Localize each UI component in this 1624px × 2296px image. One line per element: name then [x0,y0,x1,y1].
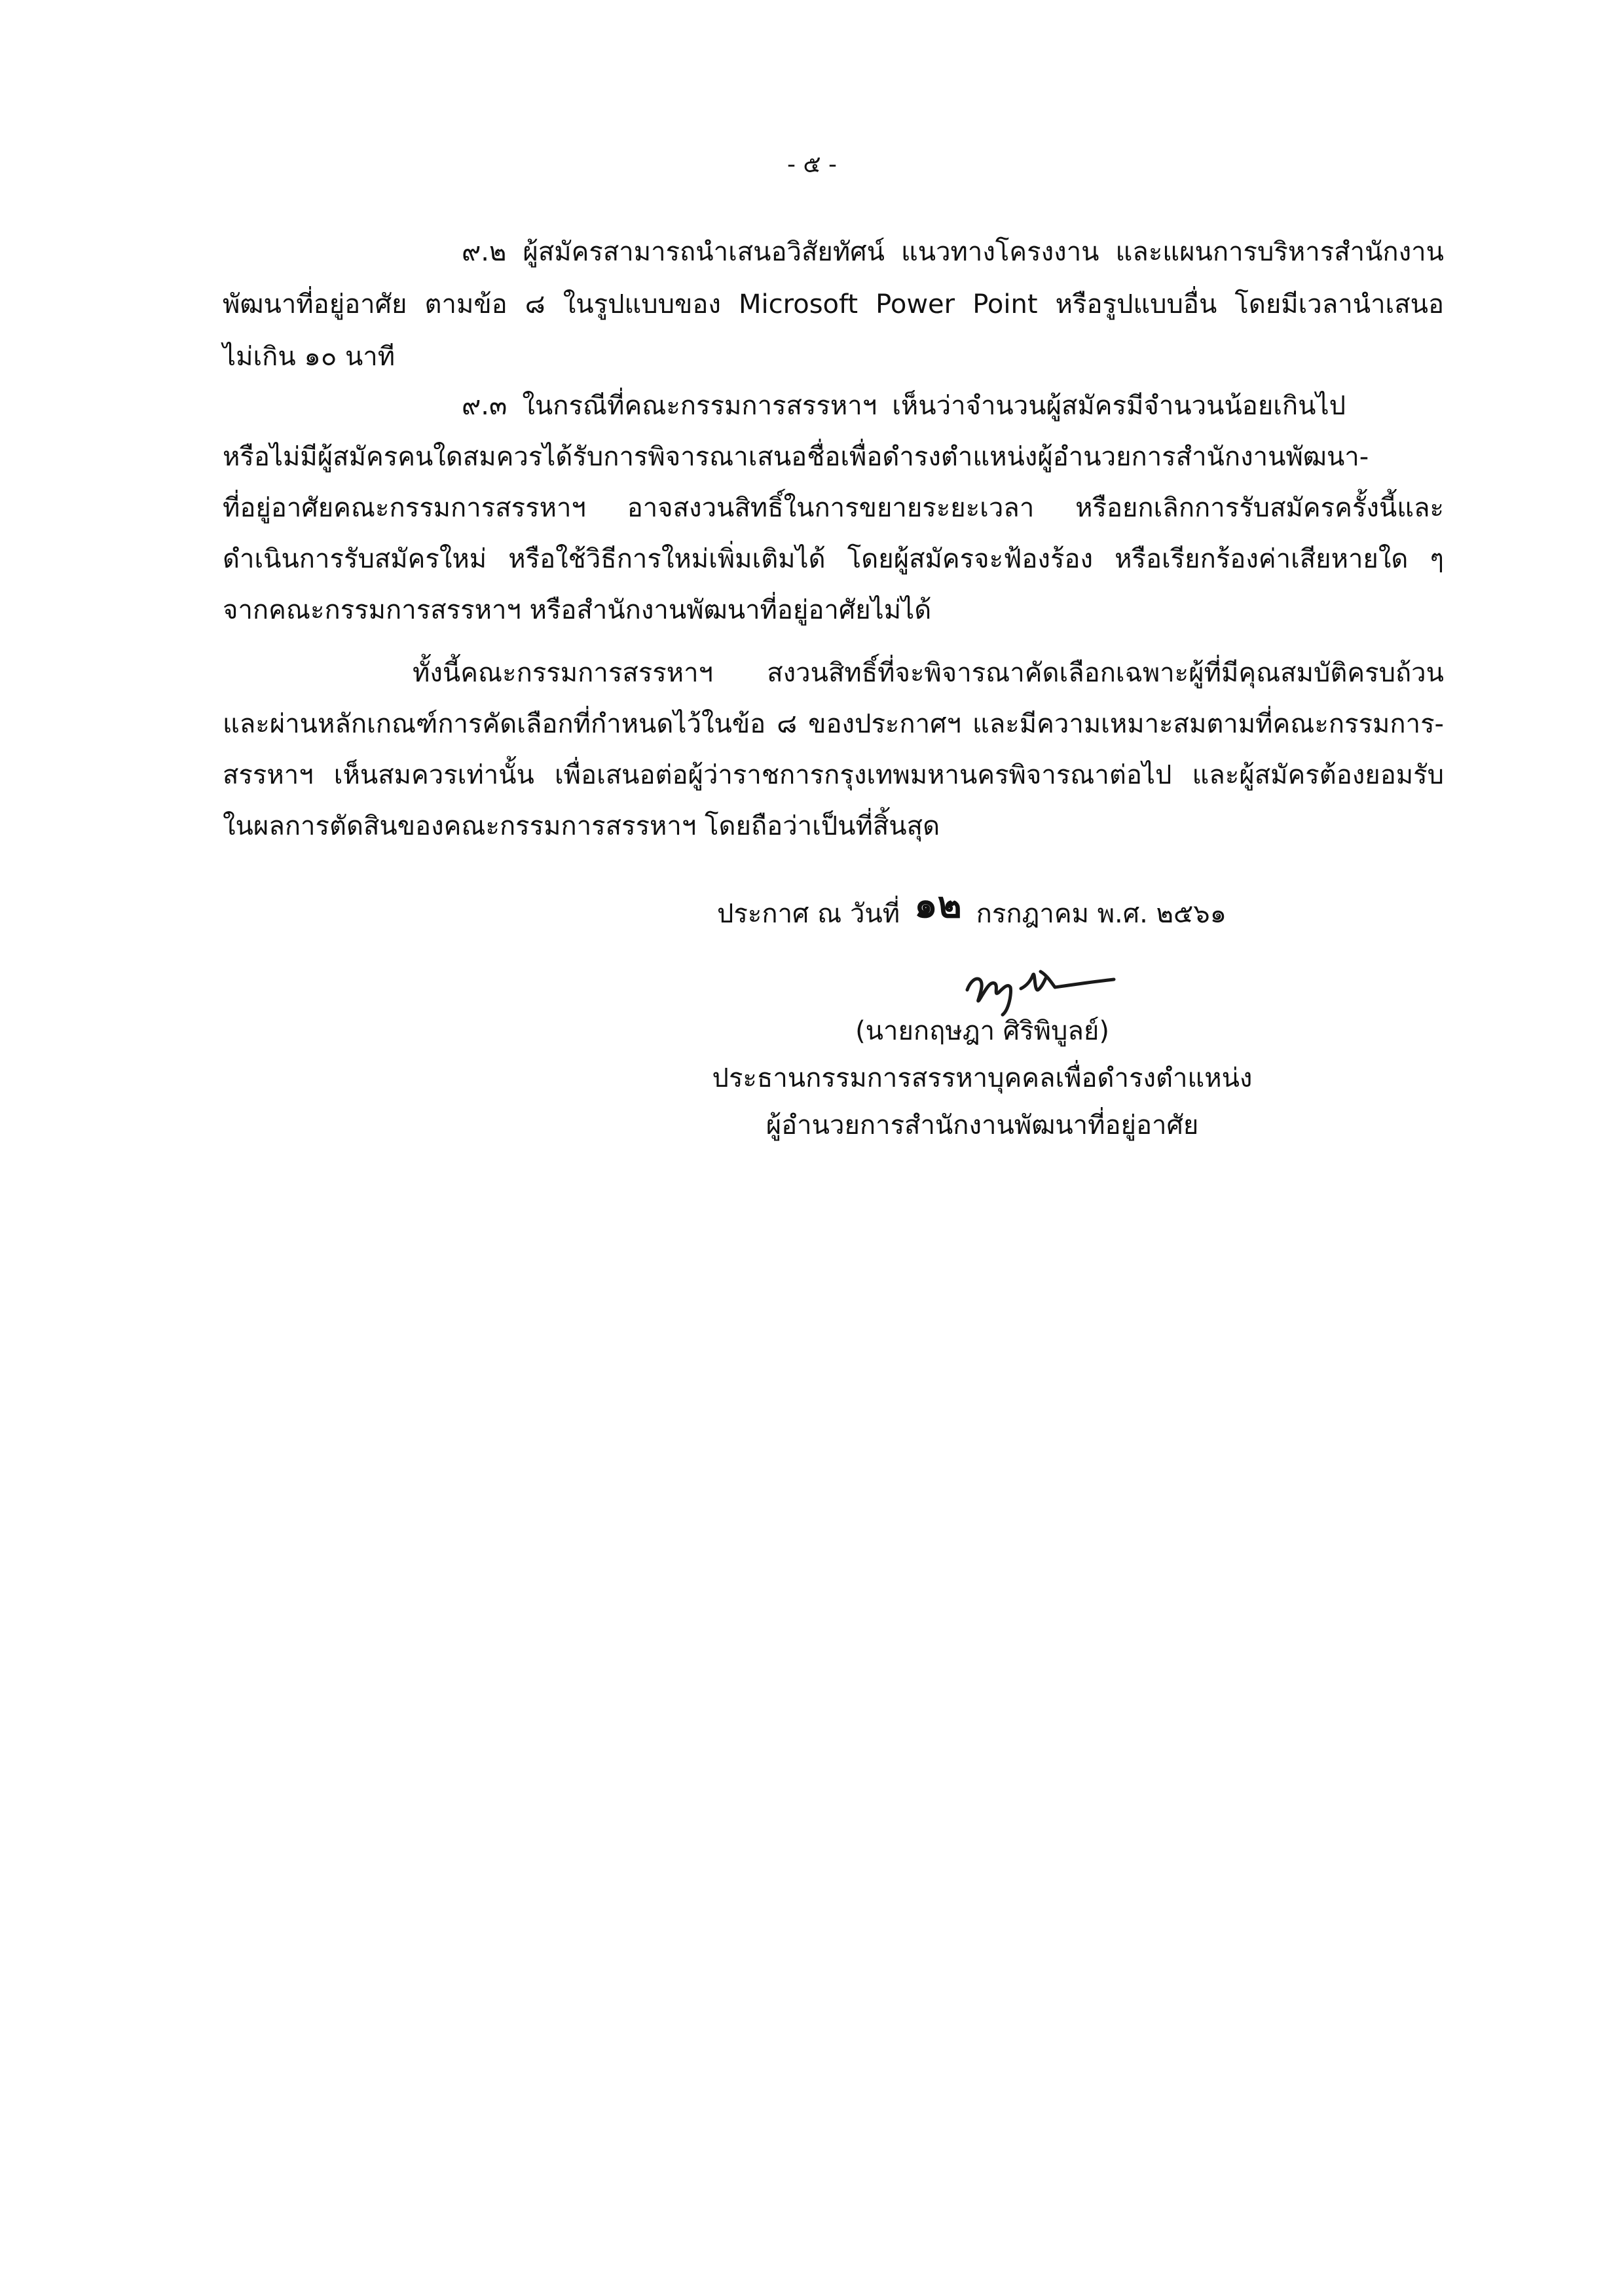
paragraph-9-3-line: ที่อยู่อาศัยคณะกรรมการสรรหาฯ อาจสงวนสิทธิ์ในการขยายระยะเวลา หรือยกเลิกการรับสมัครครั้งนี้และ [223,493,1444,523]
paragraph-9-3-line: หรือไม่มีผู้สมัครคนใดสมควรได้รับการพิจารณาเสนอชื่อเพื่อดำรงตำแหน่งผู้อำนวยการสำนักงานพัฒนา- [223,442,1369,472]
paragraph-9-3-line: ๙.๓ ในกรณีที่คณะกรรมการสรรหาฯ เห็นว่าจำนวนผู้สมัครมีจำนวนน้อยเกินไป [462,391,1346,421]
announcement-month-year: กรกฎาคม พ.ศ. ๒๕๖๑ [976,899,1227,929]
paragraph-9-2-line: พัฒนาที่อยู่อาศัย ตามข้อ ๘ ในรูปแบบของ Microsoft Power Point หรือรูปแบบอื่น โดยมีเวลานำเสนอ [223,289,1444,319]
signatory-title: ประธานกรรมการสรรหาบุคคลเพื่อดำรงตำแหน่ง [712,1063,1253,1093]
announcement-date [717,883,1227,934]
paragraph-final-line: ทั้งนี้คณะกรรมการสรรหาฯ สงวนสิทธิ์ที่จะพิจารณาคัดเลือกเฉพาะผู้ที่มีคุณสมบัติครบถ้วน [413,658,1444,688]
paragraph-final-line: สรรหาฯ เห็นสมควรเท่านั้น เพื่อเสนอต่อผู้ว่าราชการกรุงเทพมหานครพิจารณาต่อไป และผู้สมัครต้องยอมรับ [223,760,1444,790]
signatory-title: ผู้อำนวยการสำนักงานพัฒนาที่อยู่อาศัย [766,1110,1199,1140]
announcement-day: ๑๒ [914,883,962,926]
announcement-prefix: ประกาศ ณ วันที่ [717,899,900,929]
page-number: - ๕ - [786,151,838,178]
paragraph-final-line: ในผลการตัดสินของคณะกรรมการสรรหาฯ โดยถือว่าเป็นที่สิ้นสุด [223,811,940,841]
paragraph-9-2-line: ๙.๒ ผู้สมัครสามารถนำเสนอวิสัยทัศน์ แนวทางโครงงาน และแผนการบริหารสำนักงาน [462,237,1444,267]
signatory-block [688,1011,1277,1145]
signature-icon [953,949,1123,1021]
paragraph-9-3-line: ดำเนินการรับสมัครใหม่ หรือใช้วิธีการใหม่เพิ่มเติมได้ โดยผู้สมัครจะฟ้องร้อง หรือเรียกร้องค่าเสียหายใด ๆ [223,544,1444,574]
paragraph-9-3-line: จากคณะกรรมการสรรหาฯ หรือสำนักงานพัฒนาที่อยู่อาศัยไม่ได้ [223,595,932,625]
paragraph-9-2-line: ไม่เกิน ๑๐ นาที [223,342,396,372]
signatory-name: (นายกฤษฎา ศิริพิบูลย์) [855,1016,1109,1046]
paragraph-final-line: และผ่านหลักเกณฑ์การคัดเลือกที่กำหนดไว้ในข้อ ๘ ของประกาศฯ และมีความเหมาะสมตามที่คณะกรรมการ- [223,709,1444,739]
